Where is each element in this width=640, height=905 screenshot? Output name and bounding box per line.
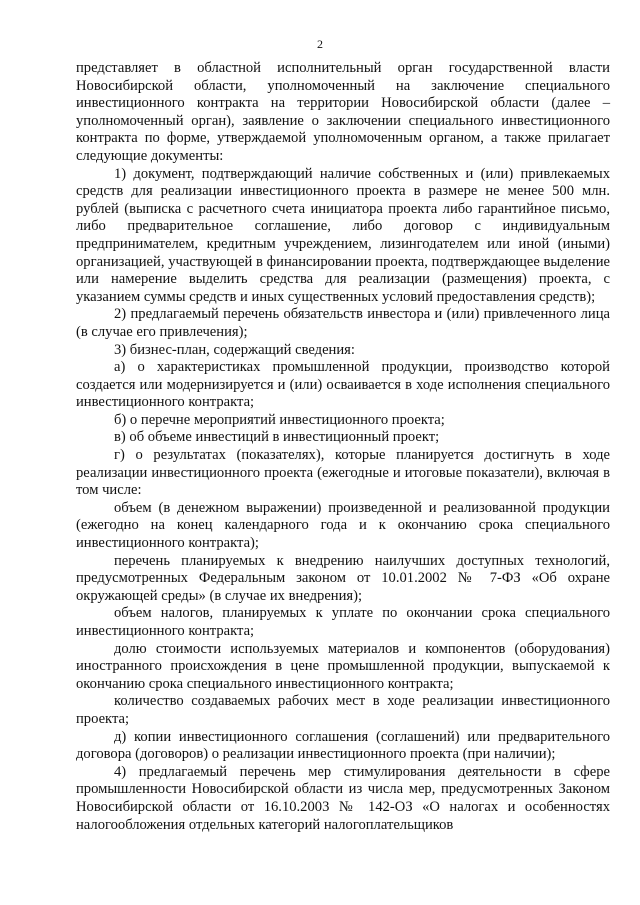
paragraph-item-3d: д) копии инвестиционного соглашения (соглашений) или предварительного договора (договоров) о реализации инвестиционного проекта (при наличии); — [76, 728, 610, 763]
paragraph-indicator-foreign-share: долю стоимости используемых материалов и компонентов (оборудования) иностранного происхождения в цене промышленной продукции, выпускаемой к окончанию срока специального инвестиционного контракта; — [76, 640, 610, 692]
paragraph-indicator-taxes: объем налогов, планируемых к уплате по окончании срока специального инвестиционного контракта; — [76, 605, 610, 639]
paragraph-item-3b: б) о перечне мероприятий инвестиционного проекта; — [114, 411, 445, 428]
paragraph-item-3g: г) о результатах (показателях), которые планируется достигнуть в ходе реализации инвестиционного проекта (ежегодные и итоговые показатели), включая в том числе: — [76, 447, 610, 499]
paragraph-indicator-jobs: количество создаваемых рабочих мест в ходе реализации инвестиционного проекта; — [76, 693, 610, 727]
paragraph-intro: представляет в областной исполнительный орган государственной власти Новосибирской области, уполномоченный на заключение специального инвестиционного контракта на территории Новосибирской области (далее – уполномоченный орган), заявление о заключении специального инвестиционного контракта по форме, утверждаемой уполномоченным органом, а также прилагает следующие документы: — [76, 60, 610, 164]
paragraph-item-3a: а) о характеристиках промышленной продукции, производство которой создается или модернизируется и (или) осваивается в ходе исполнения специального инвестиционного контракта; — [76, 359, 610, 411]
paragraph-item-3: 3) бизнес-план, содержащий сведения: — [114, 341, 355, 358]
paragraph-indicator-volume: объем (в денежном выражении) произведенной и реализованной продукции (ежегодно на конец календарного года и к окончанию срока специального инвестиционного контракта); — [76, 499, 610, 552]
paragraph-indicator-technologies: перечень планируемых к внедрению наилучших доступных технологий, предусмотренных Федеральным законом от 10.01.2002 № 7-ФЗ «Об охране окружающей среды» (в случае их внедрения); — [76, 552, 610, 604]
paragraph-item-4: 4) предлагаемый перечень мер стимулирования деятельности в сфере промышленности Новосибирской области из числа мер, предусмотренных Законом Новосибирской области от 16.10.2003 № 142-ОЗ «О налогах и особенностях налогообложения отдельных категорий налогоплательщиков — [76, 763, 610, 833]
paragraph-item-3v: в) об объеме инвестиций в инвестиционный проект; — [114, 429, 440, 446]
paragraph-item-1: 1) документ, подтверждающий наличие собственных и (или) привлекаемых средств для реализации инвестиционного проекта в размере не менее 500 млн. рублей (выписка с расчетного счета инициатора проекта либо гарантийное письмо, либо предварительное соглашение, либо договор с индивидуальным предпринимателем, кредитным учреждением, лизингодателем или иной (иными) организацией, участвующей в финансировании проекта, подтверждающее выделение или намерение выделить средства для реализации (размещения) проекта, с указанием суммы средств и иных существенных условий предоставления средств); — [76, 165, 610, 305]
page-number: 2 — [317, 37, 323, 51]
paragraph-item-2: 2) предлагаемый перечень обязательств инвестора и (или) привлеченного лица (в случае его привлечения); — [76, 306, 610, 340]
document-body — [76, 60, 610, 834]
